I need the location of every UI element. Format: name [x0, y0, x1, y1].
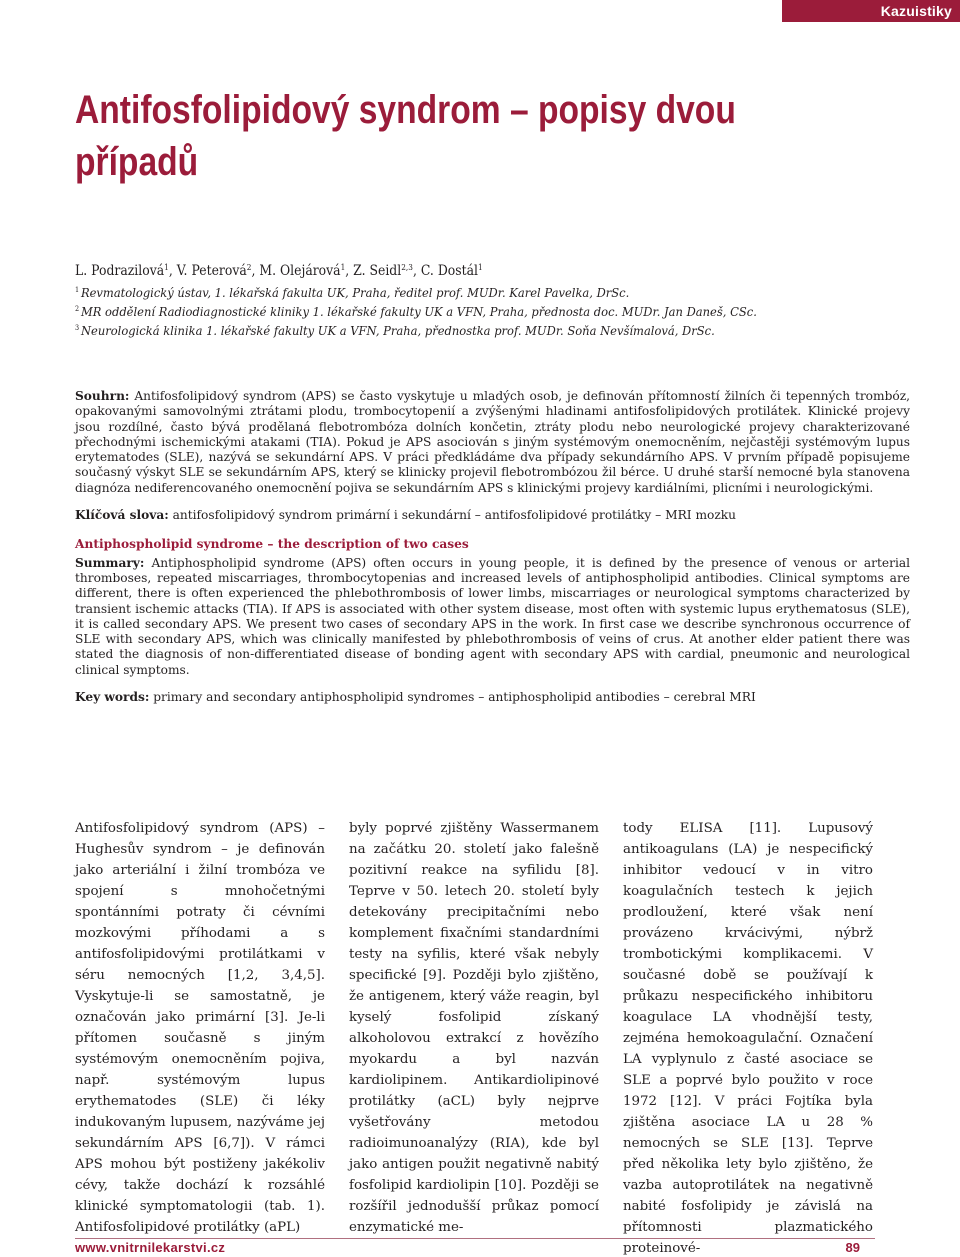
affiliation-number: 1 [75, 286, 80, 294]
author-name: V. Peterová [176, 263, 247, 279]
keywords-cz-text: antifosfolipidový syndrom primární i sekundární – antifosfolipidové protilátky – MRI mozku [172, 508, 737, 523]
abstract-en [75, 556, 910, 678]
affiliation-text: Revmatologický ústav, 1. lékařská fakulta UK, Praha, ředitel prof. MUDr. Karel Pavelka, DrSc. [80, 285, 630, 300]
author-separator: , [345, 263, 354, 279]
abstract-cz [75, 389, 910, 496]
keywords-cz-label: Klíčová slova: [75, 508, 169, 523]
author-affiliation-marker: 2,3 [401, 263, 413, 272]
author-affiliation-marker: 1 [478, 263, 483, 272]
affiliation-line [75, 301, 829, 320]
affiliation-number: 2 [75, 305, 80, 313]
abstract-en-label: Summary: [75, 555, 145, 570]
author-separator: , [412, 263, 421, 279]
page-number: 89 [845, 1240, 860, 1255]
keywords-en-label: Key words: [75, 690, 150, 705]
section-label: Kazuistiky [782, 0, 960, 22]
author-separator: , [251, 263, 260, 279]
affiliation-text: Neurologická klinika 1. lékařské fakulty UK a VFN, Praha, přednostka prof. MUDr. Soňa Nevšímalová, DrSc. [80, 323, 715, 338]
body-column-2: byly poprvé zjištěny Wassermanem na začátku 20. století jako falešně pozitivní reakce na syfilidu [8]. Teprve v 50. letech 20. století byly detekovány precipitačními nebo komplement fixačními standardními testy na syfilis, které však nebyly specifické [9]. Později bylo zjištěno, že antigenem, který váže reagin, byl kyselý fosfolipid získaný alkoholovou extrakcí z hovězího myokardu a byl nazván kardiolipinem. Antikardiolipinové protilátky (aCL) byly nejprve vyšetřovány metodou radioimunoanalýzy (RIA), kde byl jako antigen použit negativně nabitý fosfolipid kardiolipin [10]. Později se rozšířil jednodušší průkaz pomocí enzymatické me- [349, 821, 599, 1235]
affiliation-line [75, 320, 829, 339]
footer-website-link[interactable]: www.vnitrnilekarstvi.cz [75, 1240, 226, 1255]
keywords-cz [75, 508, 910, 523]
author-list [75, 260, 483, 279]
author-name: L. Podrazilová [75, 263, 165, 279]
english-title: Antiphospholipid syndrome – the description of two cases [75, 537, 469, 552]
affiliation-number: 3 [75, 324, 80, 332]
affiliation-line [75, 282, 829, 301]
author-separator: , [168, 263, 177, 279]
author-name: M. Olejárová [259, 263, 341, 279]
abstract-cz-label: Souhrn: [75, 389, 130, 403]
author-name: C. Dostál [420, 263, 479, 279]
keywords-en-text: primary and secondary antiphospholipid syndromes – antiphospholipid antibodies – cerebral MRI [153, 690, 756, 705]
body-column-3: tody ELISA [11]. Lupusový antikoagulans (LA) je nespecifický inhibitor vedoucí v in vitro koagulačních testech k jejich prodloužení, které však není provázeno krvácivými, nýbrž trombotickými komplikacemi. V současné době se používají k průkazu nespecifického inhibitoru koagulace LA vhodnější testy, zejména hemokoagulační. Označení LA vyplynulo z časté asociace se SLE a poprvé bylo použito v roce 1972 [12]. V práci Fojtíka byla zjištěna asociace LA u 28 % nemocných se SLE [13]. Teprve před několika lety bylo zjištěno, že vazba autoprotilátek na negativně nabité fosfolipidy je závislá na přítomnosti plazmatického proteinové- [623, 821, 873, 1256]
abstract-en-text: Antiphospholipid syndrome (APS) often occurs in young people, it is defined by the presence of venous or arterial thromboses, repeated miscarriages, thrombocytopenias and increased levels of antiphospholipid antibodies. Clinical symptoms are different, there is often experienced the phlebothrombosis of lower limbs, miscarriages or neurological symptoms characterized by transient ischemic attacks (TIA). If APS is associated with other system disease, most often with systemic lupus erythematosus (SLE), it is called secondary APS. We present two cases of secondary APS in the work. In first case we describe synchronous occurrence of SLE with secondary APS, which was clinically manifested by phlebothrombosis of veins of crus. At another elder patient there was stated the diagnosis of non-differentiated disease of bonding agent with secondary APS with cardial, pneumonic and neurological clinical symptoms. [75, 555, 911, 677]
article-title: Antifosfolipidový syndrom – popisy dvou případů [75, 88, 736, 184]
author-affiliation-marker: 1 [340, 263, 346, 272]
author-affiliation-marker: 2 [246, 263, 252, 272]
body-column-1: Antifosfolipidový syndrom (APS) – Hughesův syndrom – je definován jako arteriální i žilní trombóza ve spojení s mnohočetnými spontánními potraty či cévními mozkovými příhodami a s antifosfolipidovými protilátkami v séru nemocných [1,2, 3,4,5]. Vyskytuje-li se samostatně, je označován jako primární [3]. Je-li přítomen současně s jiným systémovým onemocněním pojiva, např. systémovým lupus erythematodes (SLE) či léky indukovaným lupusem, nazýváme jej sekundárním APS [6,7]). V rámci APS mohou být postiženy jakékoliv cévy, takže dochází k rozsáhlé klinické symptomatologii (tab. 1). Antifosfolipidové protilátky (aPL) [75, 821, 325, 1235]
author-name: Z. Seidl [353, 263, 402, 279]
author-affiliation-marker: 1 [164, 263, 169, 272]
affiliation-text: MR oddělení Radiodiagnostické kliniky 1. lékařské fakulty UK a VFN, Praha, přednosta doc. MUDr. Jan Daneš, CSc. [80, 304, 757, 319]
abstract-block [75, 389, 910, 705]
affiliation-list [75, 282, 829, 339]
abstract-cz-text: Antifosfolipidový syndrom (APS) se často vyskytuje u mladých osob, je definován přítomností žilních či tepenných trombóz, opakovanými samovolnými ztrátami plodu, trombocytopenií a zvýšenými hladinami antifosfolipidových protilátek. Klinické projevy jsou rozdílné, často bývá prodělaná flebotrombóza dolních končetin, ztráty plodu nebo neurologické projevy charakterizované přechodnými ischemickými atakami (TIA). Pokud je APS asociován s jiným systémovým onemocněním, nejčastěji systémovým lupus erytematodes (SLE), nazývá se sekundární APS. V práci předkládáme dva případy sekundárního APS. V prvním případě popisujeme současný výskyt SLE se sekundárním APS, který se klinicky projevil flebotrombózou žil bérce. U druhé starší nemocné byla stanovena diagnóza nediferencovaného onemocnění pojiva se sekundárním APS s klinickými projevy kardiálními, plicními i neurologickými. [75, 389, 911, 495]
footer-divider [75, 1238, 875, 1239]
keywords-en [75, 690, 910, 705]
